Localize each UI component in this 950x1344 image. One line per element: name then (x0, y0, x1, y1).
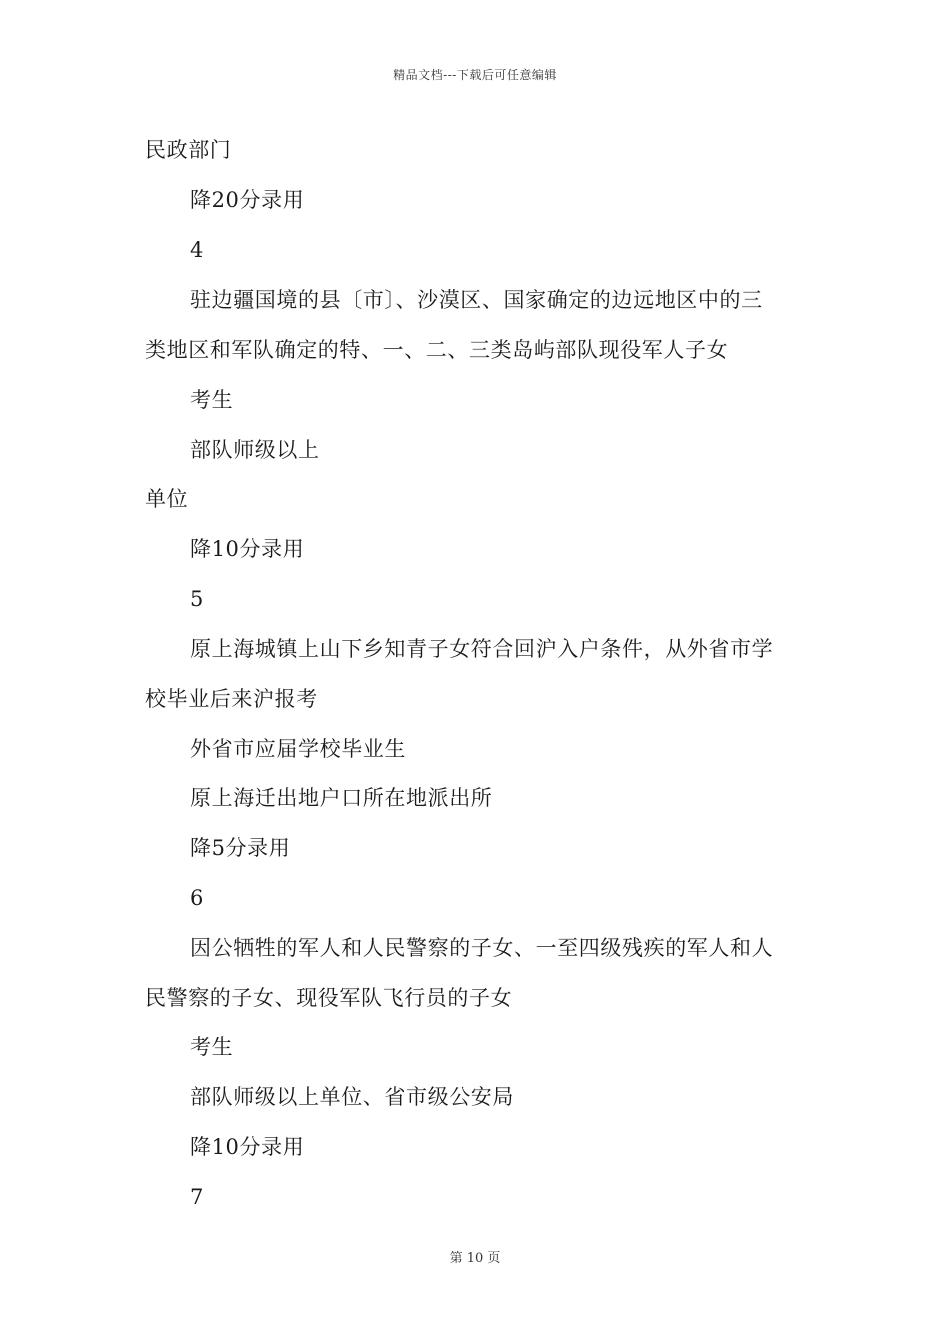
text-line: 6 (190, 886, 204, 910)
text-line: 外省市应届学校毕业生 (190, 737, 406, 761)
text-line: 部队师级以上单位、省市级公安局 (190, 1085, 514, 1109)
text-line: 民政部门 (145, 138, 232, 162)
text-line: 校毕业后来沪报考 (145, 687, 318, 711)
text-line: 降10分录用 (190, 537, 305, 561)
text-line: 考生 (190, 388, 234, 412)
text-line: 降5分录用 (190, 836, 291, 860)
text-line: 原上海城镇上山下乡知青子女符合回沪入户条件，从外省市学 (190, 637, 774, 661)
text-line: 因公牺牲的军人和人民警察的子女、一至四级残疾的军人和人 (190, 936, 774, 960)
page-header: 精品文档---下载后可任意编辑 (393, 68, 557, 82)
text-line: 4 (190, 238, 204, 262)
text-line: 单位 (145, 487, 189, 511)
text-line: 部队师级以上 (190, 438, 320, 462)
text-line: 降20分录用 (190, 188, 305, 212)
text-line: 类地区和军队确定的特、一、二、三类岛屿部队现役军人子女 (145, 338, 729, 362)
text-line: 5 (190, 587, 204, 611)
text-line: 原上海迁出地户口所在地派出所 (190, 786, 493, 810)
text-line: 民警察的子女、现役军队飞行员的子女 (145, 986, 513, 1010)
text-line: 驻边疆国境的县〔市〕、沙漠区、国家确定的边远地区中的三 (190, 288, 763, 312)
page-number: 第 10 页 (449, 1251, 501, 1266)
text-line: 考生 (190, 1035, 234, 1059)
text-line: 7 (190, 1185, 204, 1209)
text-line: 降10分录用 (190, 1135, 305, 1159)
